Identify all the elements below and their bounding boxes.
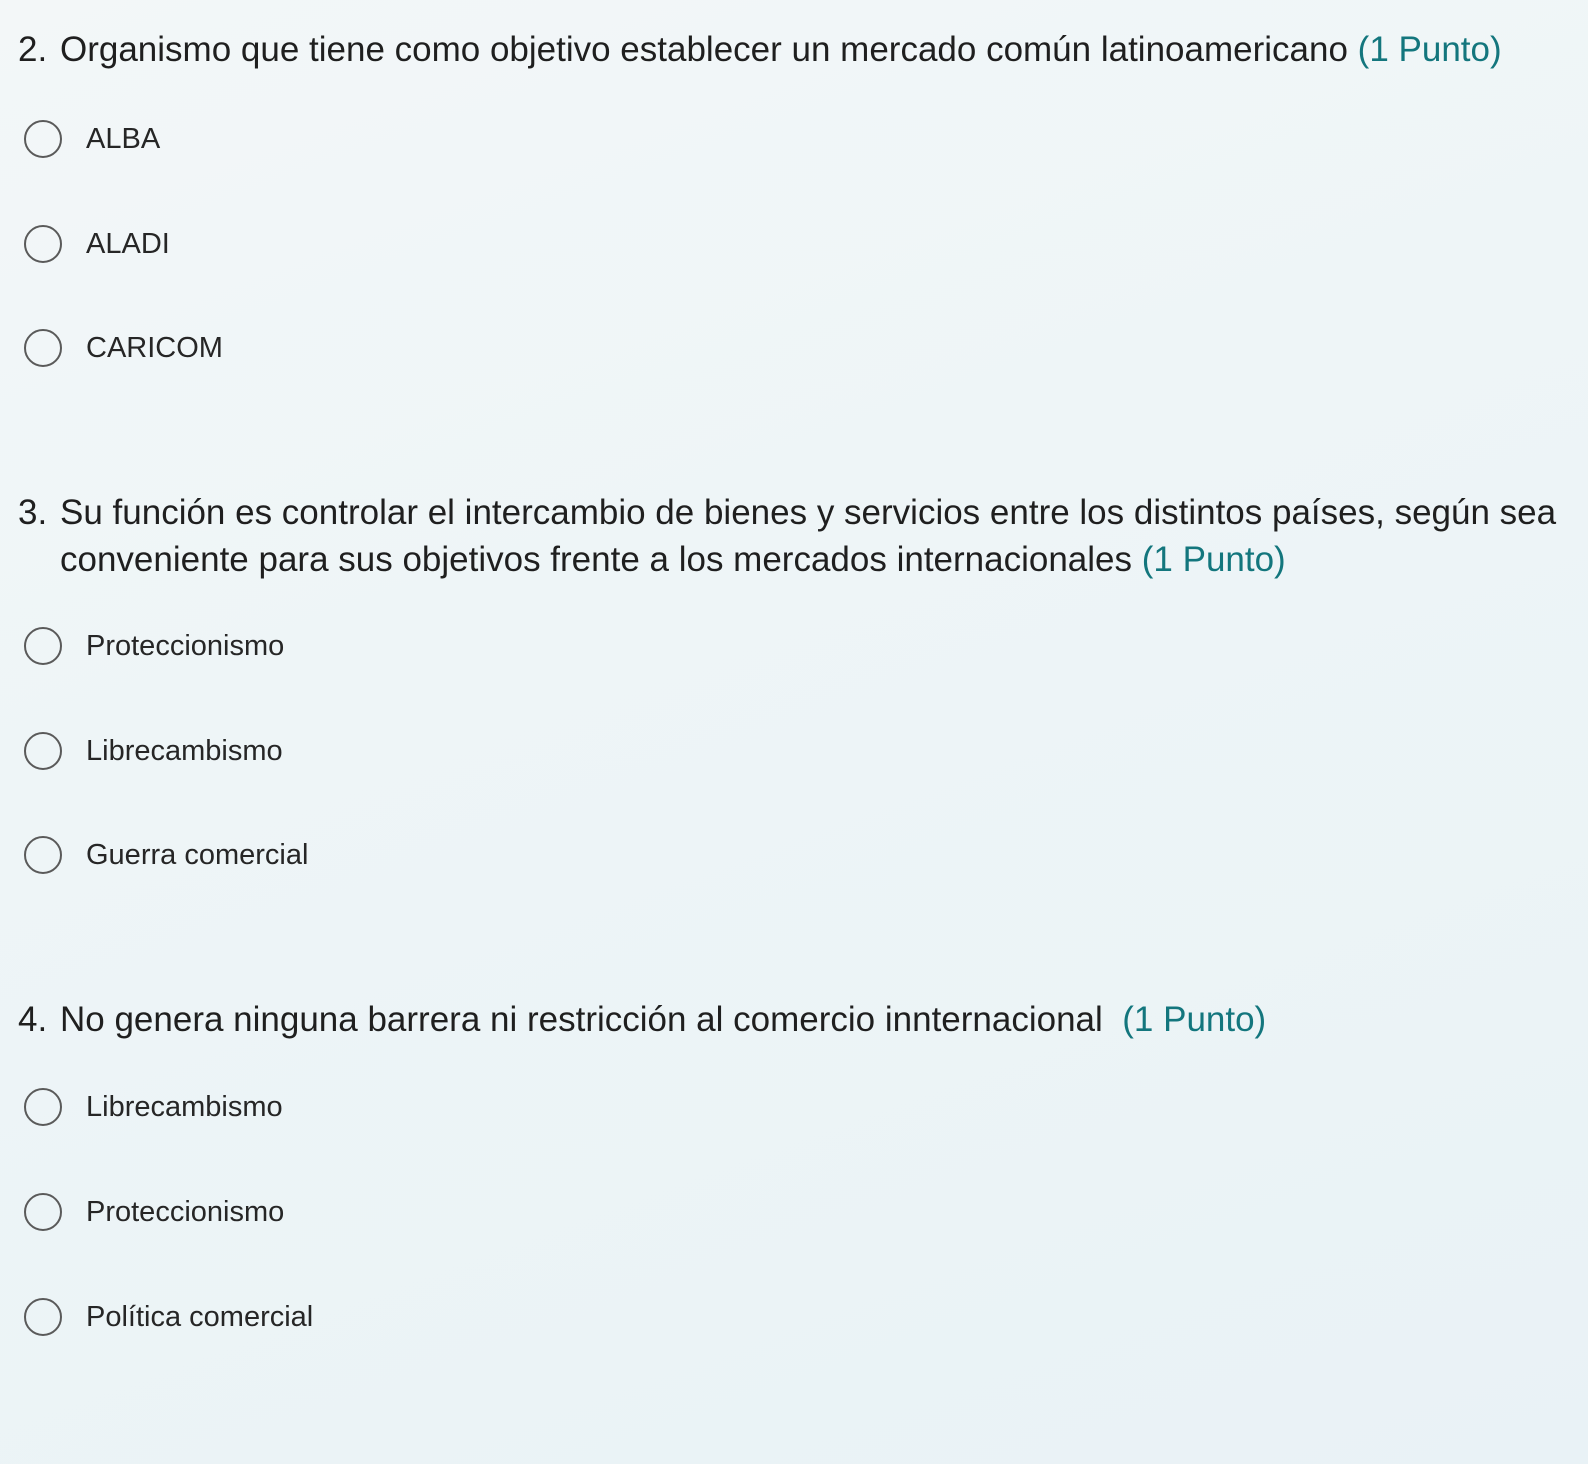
radio-button[interactable]: [24, 1193, 62, 1231]
question-text-wrapper: [60, 996, 1558, 1043]
option-label: Librecambismo: [86, 735, 283, 767]
option-guerra-comercial[interactable]: [24, 833, 308, 877]
radio-button[interactable]: [24, 225, 62, 263]
question-points: (1 Punto): [1122, 1000, 1267, 1039]
question-text-wrapper: [60, 489, 1558, 583]
option-politica-comercial[interactable]: [24, 1295, 313, 1339]
question-number: 2.: [18, 30, 48, 69]
question-text-wrapper: [60, 26, 1558, 73]
question-text: Organismo que tiene como objetivo establecer un mercado común latinoamericano: [60, 30, 1348, 69]
question-title: [18, 489, 1558, 583]
option-caricom[interactable]: [24, 326, 223, 370]
option-label: CARICOM: [86, 332, 223, 364]
option-label: ALBA: [86, 123, 161, 155]
option-librecambismo[interactable]: [24, 1085, 283, 1129]
option-label: Proteccionismo: [86, 1196, 285, 1228]
radio-button[interactable]: [24, 1088, 62, 1126]
option-librecambismo[interactable]: [24, 729, 283, 773]
option-aladi[interactable]: [24, 222, 170, 266]
radio-button[interactable]: [24, 1298, 62, 1336]
option-label: Librecambismo: [86, 1091, 283, 1123]
radio-button[interactable]: [24, 120, 62, 158]
radio-button[interactable]: [24, 836, 62, 874]
option-alba[interactable]: [24, 117, 160, 161]
question-text: No genera ninguna barrera ni restricción al comercio innternacional: [60, 1000, 1113, 1039]
question-title: [18, 996, 1558, 1043]
question-number: 4.: [18, 1000, 48, 1039]
question-points: (1 Punto): [1141, 540, 1286, 579]
question-points: (1 Punto): [1357, 30, 1502, 69]
option-label: ALADI: [86, 228, 170, 260]
radio-button[interactable]: [24, 329, 62, 367]
option-proteccionismo[interactable]: [24, 624, 284, 668]
option-label: Política comercial: [86, 1301, 314, 1333]
radio-button[interactable]: [24, 627, 62, 665]
option-label: Proteccionismo: [86, 630, 285, 662]
option-proteccionismo[interactable]: [24, 1190, 284, 1234]
question-number: 3.: [18, 493, 48, 532]
option-label: Guerra comercial: [86, 839, 309, 871]
radio-button[interactable]: [24, 732, 62, 770]
question-text: Su función es controlar el intercambio de bienes y servicios entre los distintos países, según sea conveniente para sus objetivos frente a los mercados internacionales: [60, 493, 1557, 579]
question-title: [18, 26, 1558, 73]
